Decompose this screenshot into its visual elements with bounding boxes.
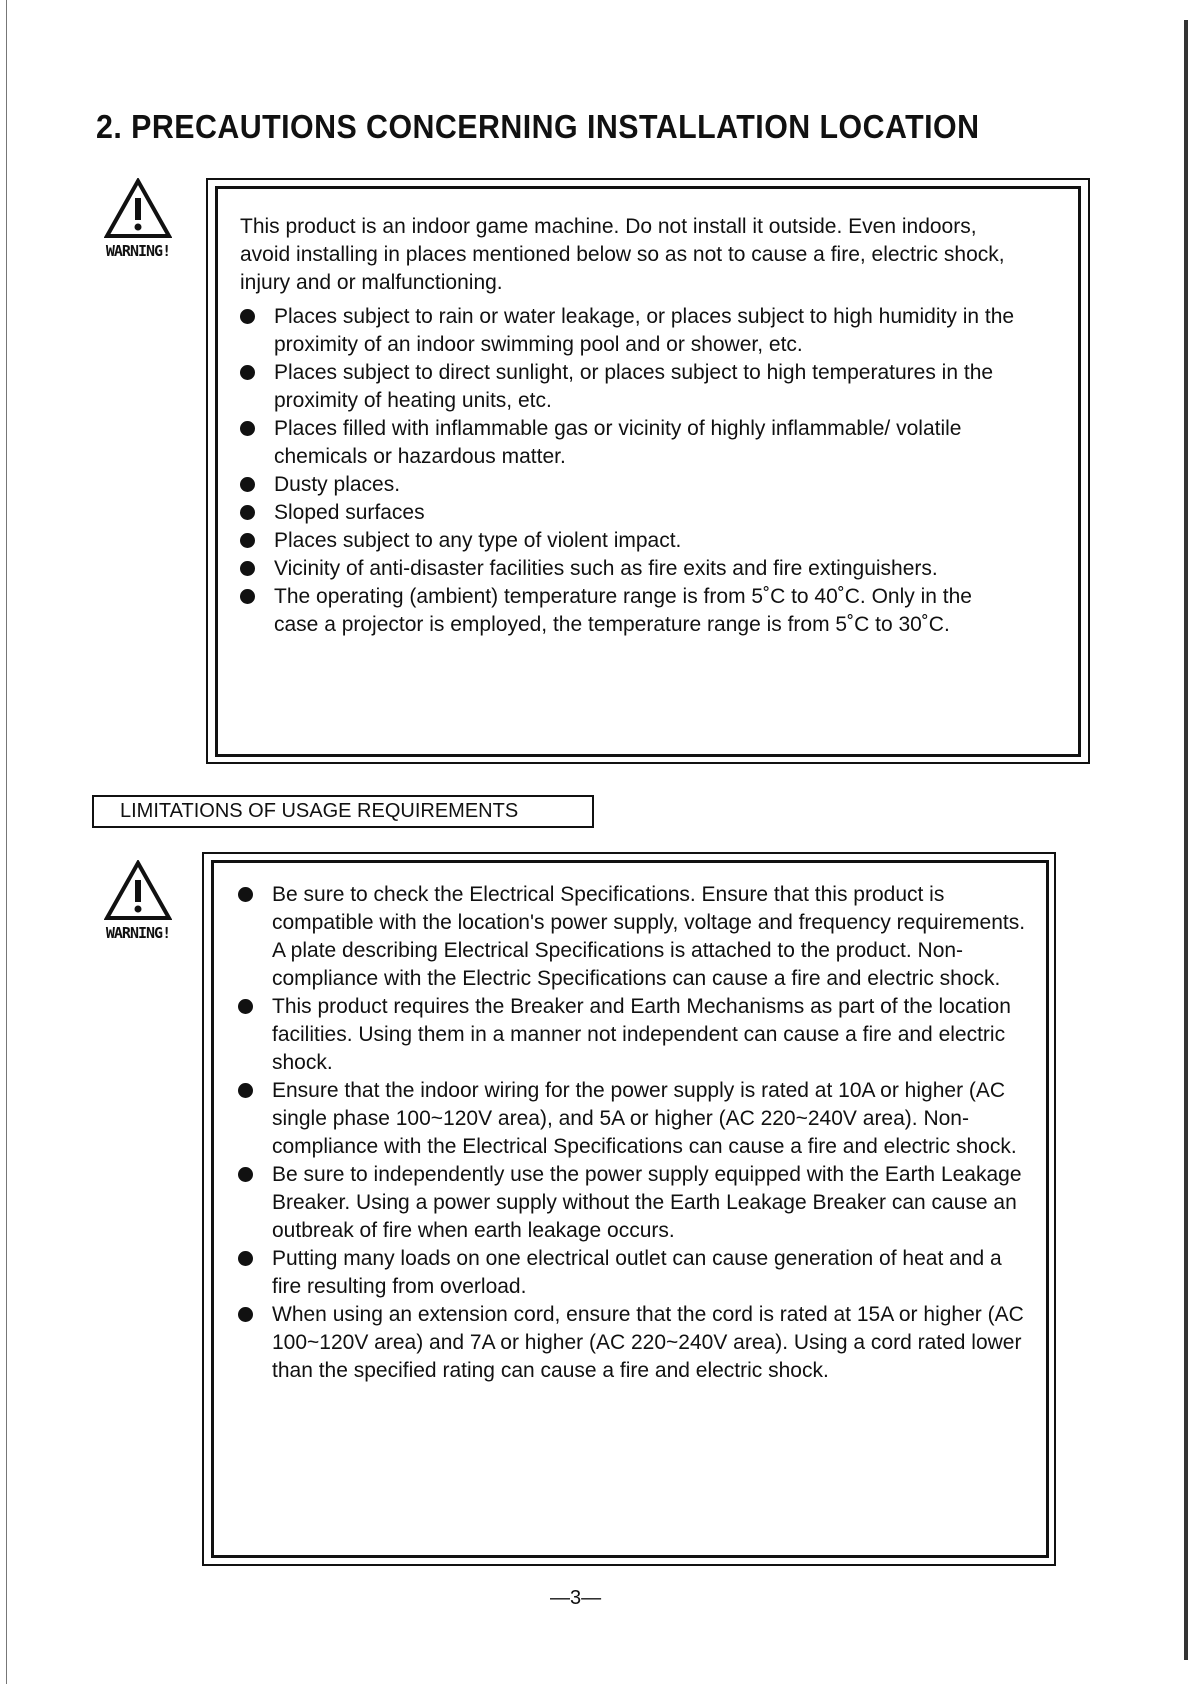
warning-block-2: [96, 860, 180, 942]
bullet-icon: [238, 887, 253, 902]
bullet-icon: [238, 1251, 253, 1266]
bullet-icon: [240, 589, 255, 604]
bullet-icon: [240, 561, 255, 576]
bullet-icon: [238, 1083, 253, 1098]
list-item: Sloped surfaces: [240, 499, 1020, 527]
installation-content: [240, 213, 1020, 639]
bullet-icon: [240, 309, 255, 324]
list-item: The operating (ambient) temperature range is from 5˚C to 40˚C. Only in the case a projector is employed, the temperature range is from 5˚C to 30˚C.: [240, 583, 1020, 639]
list-item: Places subject to rain or water leakage, or places subject to high humidity in the proximity of an indoor swimming pool and or shower, etc.: [240, 303, 1020, 359]
list-item: Be sure to check the Electrical Specifications. Ensure that this product is compatible with the location's power supply, voltage and frequency requirements. A plate describing Electrical Specifications is attached to the product. Non-compliance with the Electric Specifications can cause a fire and electric shock.: [238, 881, 1028, 993]
list-item: Ensure that the indoor wiring for the power supply is rated at 10A or higher (AC single phase 100~120V area), and 5A or higher (AC 220~240V area). Non-compliance with the Electrical Specifications can cause a fire and electric shock.: [238, 1077, 1028, 1161]
bullet-icon: [240, 505, 255, 520]
bullet-icon: [238, 1307, 253, 1322]
bullet-icon: [238, 999, 253, 1014]
warning-block-1: [96, 178, 180, 260]
list-item: Places subject to direct sunlight, or places subject to high temperatures in the proximity of heating units, etc.: [240, 359, 1020, 415]
scan-right-edge: [1184, 20, 1188, 1660]
bullet-icon: [240, 533, 255, 548]
bullet-icon: [240, 477, 255, 492]
warning-triangle-icon: [104, 860, 172, 922]
scan-left-edge: [6, 0, 7, 1684]
warning-label: WARNING!: [105, 924, 171, 942]
warning-label: WARNING!: [105, 242, 171, 260]
warning-triangle-icon: [104, 178, 172, 240]
installation-intro: This product is an indoor game machine. Do not install it outside. Even indoors, avoid installing in places mentioned below so as not to cause a fire, electric shock, injury and or malfunctioning.: [240, 215, 1005, 294]
page-title: 2. PRECAUTIONS CONCERNING INSTALLATION LOCATION: [96, 108, 980, 145]
list-item: When using an extension cord, ensure that the cord is rated at 15A or higher (AC 100~120V area) and 7A or higher (AC 220~240V area). Using a cord rated lower than the specified rating can cause a fire and electric shock.: [238, 1301, 1028, 1385]
limitations-content: [238, 881, 1028, 1385]
page-number: —3—: [550, 1587, 602, 1609]
list-item: Places filled with inflammable gas or vicinity of highly inflammable/ volatile chemicals or hazardous matter.: [240, 415, 1020, 471]
list-item: Be sure to independently use the power supply equipped with the Earth Leakage Breaker. Using a power supply without the Earth Leakage Breaker can cause an outbreak of fire when earth leakage occurs.: [238, 1161, 1028, 1245]
bullet-icon: [240, 421, 255, 436]
bullet-icon: [238, 1167, 253, 1182]
list-item: Vicinity of anti-disaster facilities such as fire exits and fire extinguishers.: [240, 555, 1020, 583]
bullet-icon: [240, 365, 255, 380]
list-item: Dusty places.: [240, 471, 1020, 499]
list-item: This product requires the Breaker and Earth Mechanisms as part of the location facilities. Using them in a manner not independent can cause a fire and electric shock.: [238, 993, 1028, 1077]
installation-list: [240, 303, 1020, 639]
list-item: Putting many loads on one electrical outlet can cause generation of heat and a fire resulting from overload.: [238, 1245, 1028, 1301]
limitations-list: [238, 881, 1028, 1385]
list-item: Places subject to any type of violent impact.: [240, 527, 1020, 555]
section-heading-limitations: LIMITATIONS OF USAGE REQUIREMENTS: [92, 795, 594, 828]
